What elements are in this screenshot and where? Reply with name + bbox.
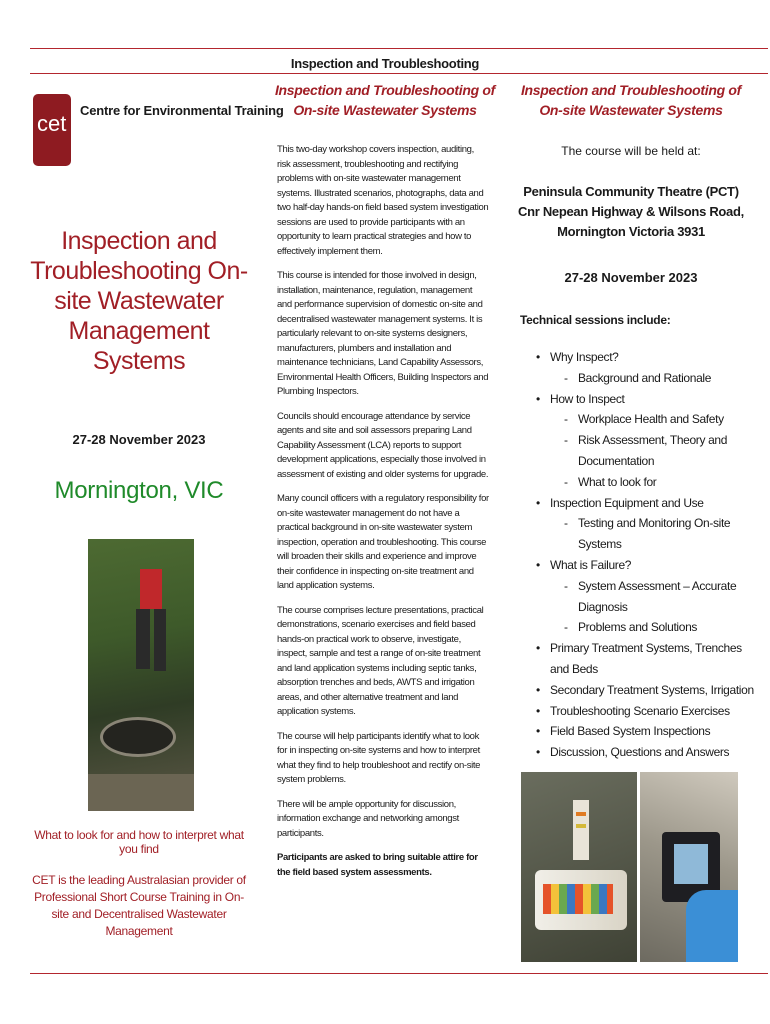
venue-section-title-line1: Inspection and Troubleshooting of — [520, 82, 742, 98]
test-strip-photo — [521, 772, 637, 962]
session-subitem: - Testing and Monitoring On-site Systems — [534, 513, 756, 555]
testing-kit-photo — [640, 772, 738, 962]
bottom-rule — [30, 973, 768, 974]
venue-date: 27-28 November 2023 — [564, 270, 698, 285]
session-item: • Why Inspect? — [534, 347, 756, 368]
header-rule — [30, 73, 768, 74]
session-subitem: - Problems and Solutions — [534, 617, 756, 638]
session-item: • Discussion, Questions and Answers — [534, 742, 756, 763]
venue-address — [516, 182, 746, 242]
description-paragraph: The course comprises lecture presentations, practical demonstrations, scenario exercises and field based hands-on practical work to observe, investigate, inspect, sample and test a range of on-site treatment and land application systems including septic tanks, absorption trenches and beds, AWTS and irrigation areas, and other alternative treatment and land application systems. — [277, 604, 484, 717]
session-item: • Troubleshooting Scenario Exercises — [534, 701, 756, 722]
course-title-line1: Inspection and Troubleshooting of — [274, 82, 496, 98]
session-item: • How to Inspect — [534, 389, 756, 410]
description-paragraph: This course is intended for those involved in design, installation, maintenance, regulation, management and performance supervision of domestic on-site and decentralised wastewater management systems. It is particularly relevant to on-site systems designers, manufacturers, plumbers and installation and maintenance technicians, Land Capability Assessors, Environmental Health Officers, Building Inspectors and Plumbing Inspectors. — [277, 270, 489, 397]
field-work-photo — [88, 539, 194, 811]
course-location: Mornington, VIC — [54, 477, 224, 504]
course-date: 27-28 November 2023 — [72, 432, 206, 447]
session-item: • Primary Treatment Systems, Trenches and Beds — [534, 638, 756, 680]
description-paragraph: Many council officers with a regulatory responsibility for on-site wastewater management do not have a practical background in on-site wastewater system inspection, operation and troubleshooting. This course will broaden their skills and experience and improve their confidence in inspecting on-site treatment and land application systems. — [277, 493, 489, 591]
description-paragraph: Councils should encourage attendance by service agents and site and soil assessors preparing Land Capability Assessment (LCA) reports to support development applications, especially those involved in assessment of existing and older systems for upgrade. — [277, 410, 489, 480]
venue-section-title — [516, 80, 746, 120]
description-paragraph: There will be ample opportunity for discussion, information exchange and networking amongst participants. — [277, 798, 459, 839]
top-rule — [30, 48, 768, 49]
session-subitem: - Risk Assessment, Theory and Documentation — [534, 430, 756, 472]
venue-name: Peninsula Community Theatre (PCT) — [523, 184, 739, 199]
sessions-list — [534, 347, 756, 763]
photo-caption: What to look for and how to interpret what you find — [34, 828, 244, 856]
organization-name: Centre for Environmental Training — [80, 103, 284, 118]
session-subitem: - Workplace Health and Safety — [534, 409, 756, 430]
provider-statement: CET is the leading Australasian provider of Professional Short Course Training in On-site and Decentralised Wastewater Management — [32, 873, 246, 938]
venue-section-title-line2: On-site Wastewater Systems — [539, 102, 723, 118]
course-title — [256, 80, 514, 120]
course-description — [277, 143, 489, 890]
session-subitem: - What to look for — [534, 472, 756, 493]
session-item: • What is Failure? — [534, 555, 756, 576]
held-at-label: The course will be held at: — [561, 144, 701, 158]
session-subitem: - System Assessment – Accurate Diagnosis — [534, 576, 756, 618]
session-item: • Secondary Treatment Systems, Irrigation — [534, 680, 756, 701]
logo-text: cet — [37, 111, 67, 136]
venue-suburb: Mornington Victoria 3931 — [557, 224, 705, 239]
brochure-title: Inspection and Troubleshooting On-site Wastewater Management Systems — [30, 227, 248, 375]
venue-street: Cnr Nepean Highway & Wilsons Road, — [518, 204, 744, 219]
cet-logo — [33, 94, 71, 166]
session-item: • Field Based System Inspections — [534, 721, 756, 742]
session-subitem: - Background and Rationale — [534, 368, 756, 389]
attire-note: Participants are asked to bring suitable attire for the field based system assessments. — [277, 852, 478, 878]
session-item: • Inspection Equipment and Use — [534, 493, 756, 514]
course-title-line2: On-site Wastewater Systems — [293, 102, 477, 118]
header-title: Inspection and Troubleshooting — [290, 56, 480, 71]
sessions-heading: Technical sessions include: — [520, 313, 671, 327]
description-paragraph: This two-day workshop covers inspection, auditing, risk assessment, troubleshooting and rectifying problems with on-site wastewater management systems. Illustrated scenarios, photographs, data and two half-day hands-on field based system investigation sessions are used to provide participants with an opportunity to learn practical strategies and how to effectively implement them. — [277, 144, 489, 257]
description-paragraph: The course will help participants identify what to look for in inspecting on-site systems and how to interpret what they find to help troubleshoot and rectify on-site system problems. — [277, 730, 481, 785]
